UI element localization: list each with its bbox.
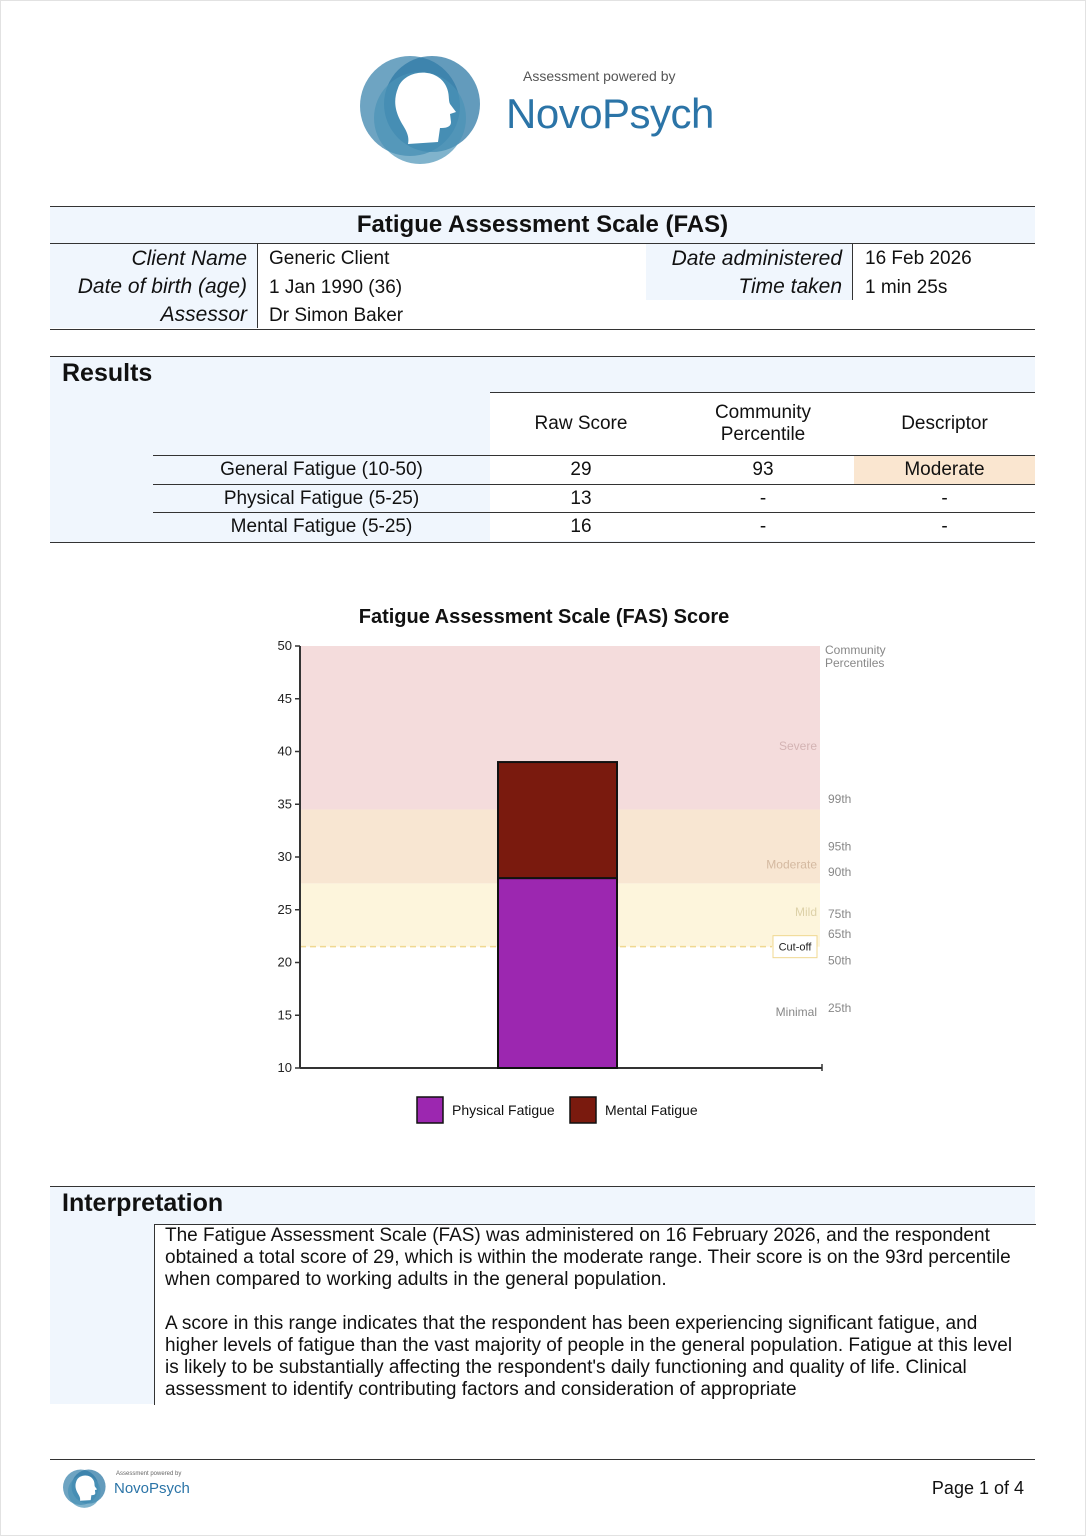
chart-title: Fatigue Assessment Scale (FAS) Score	[358, 606, 730, 628]
y-tick-label: 50	[277, 638, 292, 653]
table-row	[153, 455, 1035, 484]
row-label: General Fatigue (10-50)	[153, 456, 490, 484]
percentile: -	[759, 488, 767, 509]
band-label: Severe	[778, 739, 817, 754]
y-tick-label: 35	[277, 796, 292, 812]
interpretation-body	[154, 1224, 1036, 1405]
col-descriptor: Descriptor	[901, 413, 988, 434]
percentile-header: Community	[825, 643, 886, 657]
percentile-label: 90th	[828, 864, 852, 879]
cutoff-label: Cut-off	[778, 941, 812, 954]
y-tick-label: 10	[277, 1060, 292, 1075]
bars	[498, 762, 617, 1068]
descriptor: -	[941, 516, 948, 537]
dob-label: Date of birth (age)	[77, 275, 247, 298]
row-label: Mental Fatigue (5-25)	[153, 513, 490, 541]
percentile: 93	[752, 459, 774, 480]
novopsych-logo-icon	[358, 46, 486, 170]
raw-score: 29	[570, 459, 592, 480]
client-labels	[50, 244, 257, 328]
chart-svg	[230, 596, 930, 1136]
col-community-percentile: Community Percentile	[714, 402, 812, 445]
header-logo	[358, 46, 738, 170]
percentile-label: 25th	[828, 1000, 852, 1015]
row-label: Physical Fatigue (5-25)	[153, 485, 490, 513]
assessor-label: Assessor	[160, 303, 247, 326]
raw-score: 13	[570, 488, 592, 509]
percentile: -	[759, 516, 767, 537]
band-label: Minimal	[775, 1005, 817, 1020]
interpretation-section	[50, 1186, 1035, 1404]
assessment-title: Fatigue Assessment Scale (FAS)	[50, 207, 1035, 244]
y-tick-label: 45	[277, 690, 292, 706]
legend-swatch	[417, 1097, 443, 1123]
powered-by-text: Assessment powered by	[523, 68, 676, 84]
session-labels	[646, 244, 852, 300]
interpretation-heading: Interpretation	[62, 1189, 224, 1217]
percentile-label: 95th	[828, 839, 852, 854]
percentile-header: Percentiles	[825, 656, 885, 670]
footer-logo-icon	[62, 1466, 108, 1510]
client-info-table	[50, 206, 1035, 330]
band-label: Moderate	[766, 857, 817, 872]
percentile-label: 50th	[828, 953, 852, 968]
interpretation-paragraph: A score in this range indicates that the respondent has been experiencing significant fatigue, and higher levels of fatigue than the vast majority of people in the general population. Fatigue at this level is likely to be substantially affecting the respondent's daily functioning and quality of life. Clinical assessment to identify contributing factors and consideration of appropriate	[165, 1313, 1013, 1400]
bar-physical-fatigue	[498, 878, 617, 1068]
interpretation-paragraph: The Fatigue Assessment Scale (FAS) was administered on 16 February 2026, and the respondent obtained a total score of 29, which is within the moderate range. Their score is on the 93rd percentile when compared to working adults in the general population.	[165, 1225, 1011, 1290]
legend-label: Mental Fatigue	[605, 1102, 698, 1118]
legend-label: Physical Fatigue	[452, 1102, 555, 1118]
brand-name: NovoPsych	[506, 90, 714, 137]
date-administered-value: 16 Feb 2026	[865, 248, 972, 269]
results-section	[50, 356, 1035, 543]
footer-powered-by: Assessment powered by	[116, 1471, 182, 1477]
footer-brand: NovoPsych	[114, 1480, 190, 1497]
assessor-value: Dr Simon Baker	[269, 305, 404, 326]
col-raw-score: Raw Score	[534, 413, 628, 434]
legend-swatch	[570, 1097, 596, 1123]
legend	[417, 1097, 698, 1123]
percentile-label: 75th	[828, 906, 852, 921]
page-number: Page 1 of 4	[931, 1478, 1024, 1498]
dob-value: 1 Jan 1990 (36)	[269, 277, 403, 298]
results-heading: Results	[62, 359, 153, 387]
raw-score: 16	[570, 516, 592, 537]
y-tick-label: 20	[277, 954, 292, 970]
table-row	[153, 484, 1035, 513]
fas-score-chart	[230, 596, 930, 1136]
y-tick-label: 40	[277, 743, 292, 759]
y-tick-label: 15	[277, 1007, 292, 1023]
band-label: Mild	[794, 904, 817, 919]
percentile-label: 65th	[828, 927, 852, 942]
client-name-value: Generic Client	[269, 248, 390, 269]
percentile-labels	[825, 643, 886, 1015]
percentile-label: 99th	[828, 791, 852, 806]
descriptor: -	[941, 488, 948, 509]
date-administered-label: Date administered	[671, 247, 842, 270]
y-tick-label: 30	[277, 849, 292, 864]
client-name-label: Client Name	[131, 247, 247, 270]
time-taken-value: 1 min 25s	[865, 277, 948, 298]
y-tick-label: 25	[277, 901, 292, 917]
descriptor-badge: Moderate	[854, 456, 1035, 484]
table-row	[153, 512, 1035, 541]
time-taken-label: Time taken	[738, 275, 842, 298]
bar-mental-fatigue	[498, 762, 617, 878]
